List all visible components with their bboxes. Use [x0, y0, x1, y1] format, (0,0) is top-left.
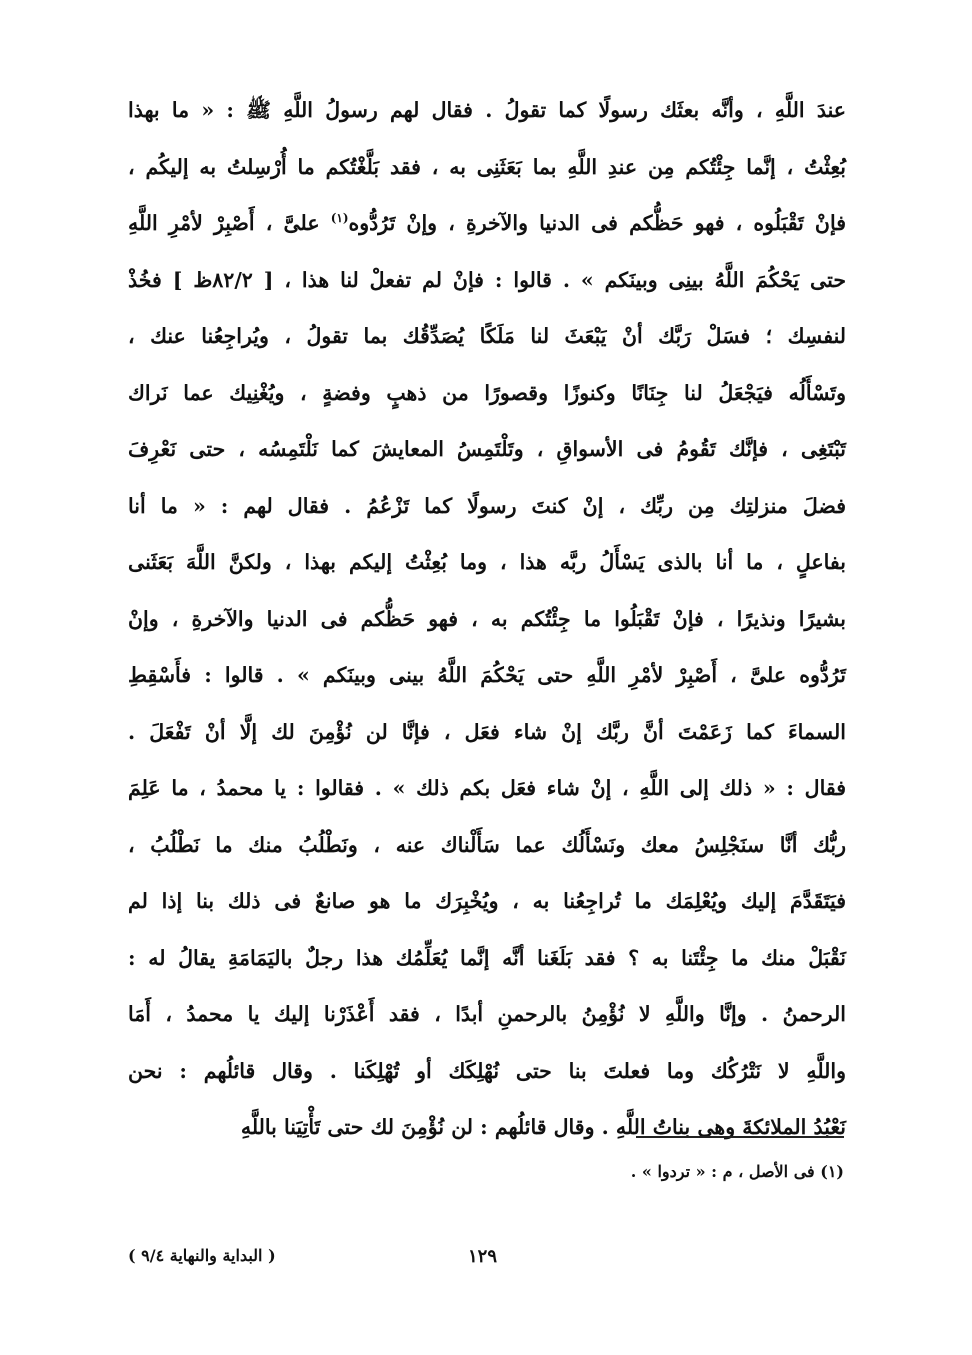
text-line: وتَسْأَلُه فيَجْعَلُ لنا جِنَانًا وكنوزًا وقصورًا من ذهبٍ وفضةٍ ، ويُغْنِيك عما نَراك — [128, 380, 846, 405]
text-line: بفاعلٍ ، ما أنا بالذى يَسْأَلُ ربَّه هذا ، وما بُعِثْتُ إليكم بهذا ، ولكنَّ اللَّهَ بَعَثَنى — [128, 550, 846, 574]
text-line: بشيرًا ونذيرًا ، فإنْ تَقْبَلُوا ما جِئْتُكم به ، فهو حَظُّكم فى الدنيا والآخرةِ ، وإنْ — [128, 606, 846, 631]
text-line: تَبْتَغِى ، فإنَّك تَقُومُ فى الأسواقِ ، وتَلْتَمِسُ المعايشَ كما نَلْتَمِسُه ، حتى نَعْرِفَ — [128, 437, 846, 461]
footnote-separator — [636, 1136, 844, 1138]
text-line: لنفسِك ؛ فسَلْ رَبَّك أنْ يَبْعَثَ لنا مَلَكًا يُصَدِّقُك بما تقولُ ، ويُراجِعُنا عنك ، — [128, 324, 846, 348]
text-line: فقال : « ذلك إلى اللَّهِ ، إنْ شاء فعَل بكم ذلك » . فقالوا : يا محمدُ ، ما عَلِمَ — [128, 776, 846, 800]
text-line: حتى يَحْكُمَ اللَّهُ بينِى وبينَكم » . قالوا : فإنْ لم تفعلْ لنا هذا ، [ ٨٢/٢ظ ] فخُذْ — [128, 267, 846, 292]
running-footer: ( البداية والنهاية ٩/٤ ) — [128, 1246, 276, 1265]
text-line: ربُّك أنَّا سنَجْلِسُ معك ونَسْأَلُك عما سَأَلْناك عنه ، ونَطْلُبُ منك ما نَطْلُبُ ، — [128, 832, 846, 857]
text-line: واللَّهِ لا نَتْرُكُك وما فعلتَ بنا حتى نُهْلِكَك أو تُهْلِكَنا . وقال قائلُهم : نحن — [128, 1058, 846, 1083]
text-line: السماءَ كما زَعَمْتَ أنَّ ربَّك إنْ شاء فعَل ، فإنَّا لن نُؤْمِنَ لك إلَّا أنْ تَفْعَلَ . — [128, 719, 846, 744]
text-line: نَعْبُدُ الملائكةَ وهى بناتُ اللَّهِ . وقال قائلُهم : لن نُؤْمِنَ لك حتى تَأْتِيَنا باللَّهِ — [240, 1115, 846, 1139]
text-line-head: فإنْ تَقْبَلُوه ، فهو حَظُّكم فى الدنيا والآخرةِ ، وإنْ تَرُدُّوه — [348, 211, 846, 235]
footnote-marker[interactable]: (١) — [330, 211, 349, 226]
main-text-block — [128, 82, 846, 1156]
text-line: بُعِثْتُ ، إنَّما جِئْتُكم مِن عندِ اللَّهِ بما بَعَثَنِى به ، فقد بَلَّغْتُكم ما أُرْسِلتُ به إليكُم ، — [128, 154, 846, 179]
text-line: تَرُدُّوه علىَّ ، أَصْبِرْ لأمْرِ اللَّهِ حتى يَحْكُمَ اللَّهُ بينى وبينَكم » . قالوا : فأَسْقِطِ — [128, 663, 846, 687]
text-line-tail: علىَّ ، أَصْبِرْ لأمْرِ اللَّهِ — [128, 211, 331, 235]
text-line: عندَ اللَّهِ ، وأنَّه بعثَك رسولًا كما تقولُ . فقال لهم رسولُ اللَّهِ ﷺ : « ما بهذا — [128, 98, 846, 122]
footnote: (١) فى الأصل ، م : « تردوا » . — [630, 1162, 844, 1181]
text-line-with-footnote-ref — [128, 195, 846, 252]
text-line: الرحمنُ . وإنَّا واللَّهِ لا نُؤْمِنُ بالرحمنِ أبدًا ، فقد أَعْذَرْنا إليك يا محمدُ ، أَمَا — [128, 1002, 846, 1026]
page-number: ١٢٩ — [468, 1246, 498, 1267]
text-line: فضلَ منزلتِك مِن ربِّك ، إنْ كنتَ رسولًا كما تَزْعُمُ . فقال لهم : « ما أنا — [128, 493, 846, 518]
text-line: فيَتَقَدَّمَ إليك ويُعْلِمَك ما تُراجِعُنا به ، ويُخْبِرَك ما هو صانعٌ فى ذلك بنا إذا لم — [128, 889, 846, 913]
text-line: نَقْبَلْ منك ما جِئْتَنا به ؟ فقد بَلَغَنا أنَّه إنَّما يُعَلِّمُك هذا رجلٌ باليَمَامَةِ يقالُ له : — [128, 945, 846, 970]
